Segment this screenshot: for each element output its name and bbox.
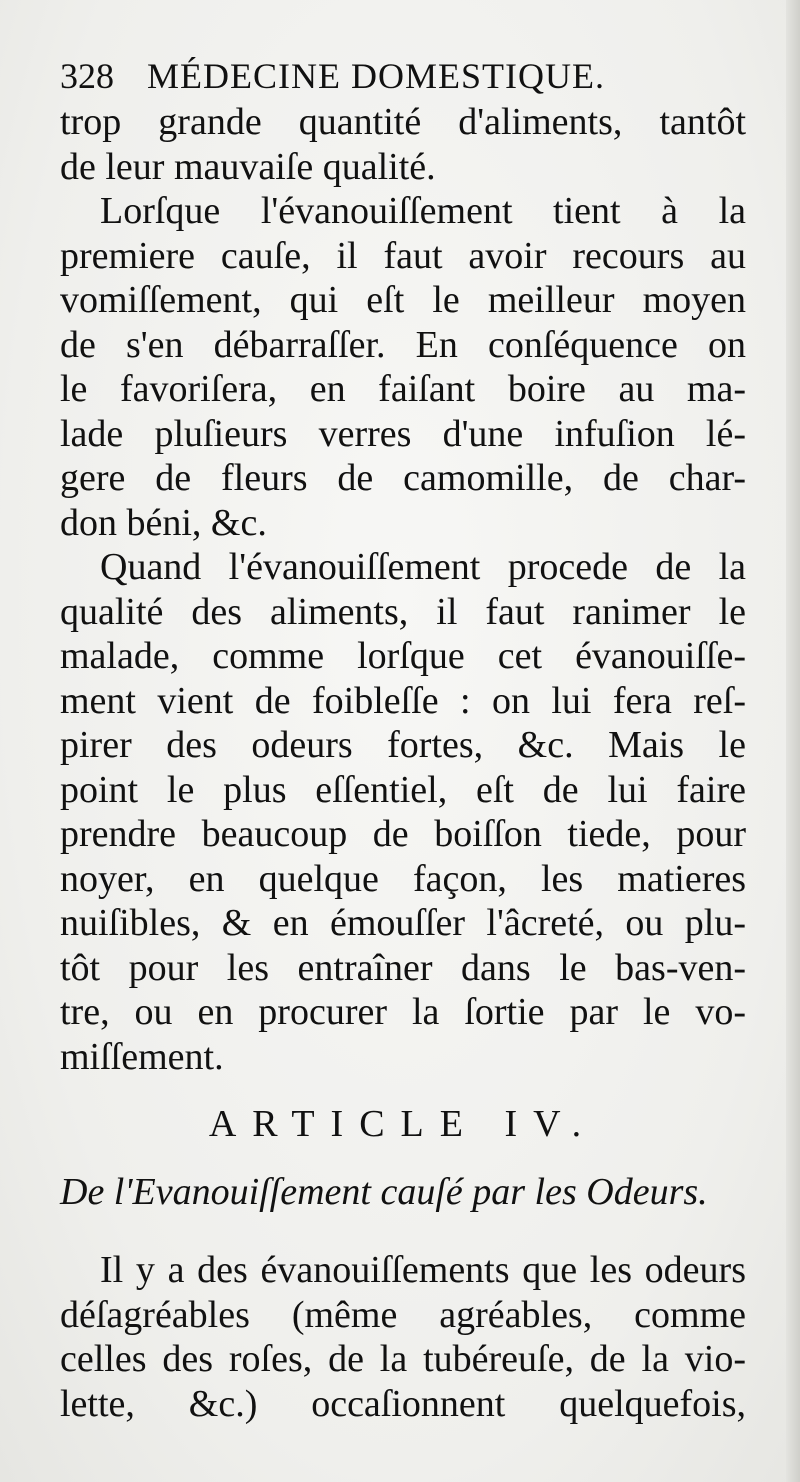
text-line: nuiſibles, & en émouſſer l'âcreté, ou plu- — [60, 902, 746, 944]
page-number: 328 — [60, 56, 114, 96]
text-line: don béni, &c. — [60, 501, 267, 544]
text-line: qualité des aliments, il faut ranimer le — [60, 590, 746, 633]
text-line: noyer, en quelque façon, les matieres — [60, 857, 746, 900]
text-line: de leur mauvaiſe qualité. — [60, 145, 436, 188]
text-line: Il y a des évanouiſſements que les odeurs — [100, 1249, 746, 1291]
body-text-continued — [60, 1248, 746, 1426]
text-line: premiere cauſe, il faut avoir recours au — [60, 234, 746, 277]
text-line: Lorſque l'évanouiſſement tient à la — [100, 190, 746, 232]
text-line: trop grande quantité d'aliments, tantôt — [60, 101, 746, 143]
text-line: point le plus eſſentiel, eſt de lui faire — [60, 768, 746, 811]
section-title: De l'Evanouiſſement cauſé par les Odeurs. — [60, 1171, 708, 1213]
text-line: de s'en débarraſſer. En conſéquence on — [60, 323, 746, 366]
text-line: lade pluſieurs verres d'une infuſion lé- — [60, 412, 746, 455]
text-line: miſſement. — [60, 1035, 224, 1078]
text-line: tôt pour les entraîner dans le bas-ven- — [60, 946, 746, 989]
text-line: tre, ou en procurer la ſortie par le vo- — [60, 991, 746, 1033]
text-line: gere de fleurs de camomille, de char- — [60, 457, 746, 499]
text-line: déſagréables (même agréables, comme — [60, 1293, 746, 1336]
text-line: le favoriſera, en faiſant boire au ma- — [60, 368, 746, 410]
text-line: prendre beaucoup de boiſſon tiede, pour — [60, 813, 746, 855]
article-heading: ARTICLE IV. — [208, 1103, 598, 1145]
running-header — [60, 52, 620, 100]
text-line: celles des roſes, de la tubéreuſe, de la vio- — [60, 1338, 746, 1380]
text-line: pirer des odeurs fortes, &c. Mais le — [60, 724, 746, 766]
text-line: vomiſſement, qui eſt le meilleur moyen — [60, 279, 746, 321]
running-title: MÉDECINE DOMESTIQUE. — [147, 56, 605, 96]
text-line: ment vient de foibleſſe : on lui fera reſ- — [60, 679, 746, 722]
text-line: lette, &c.) occaſionnent quelquefois, — [60, 1382, 746, 1425]
text-line: Quand l'évanouiſſement procede de la — [100, 546, 746, 588]
text-line: malade, comme lorſque cet évanouiſſe- — [60, 635, 746, 677]
body-text — [60, 100, 746, 1079]
page-edge-shadow — [786, 0, 800, 1482]
